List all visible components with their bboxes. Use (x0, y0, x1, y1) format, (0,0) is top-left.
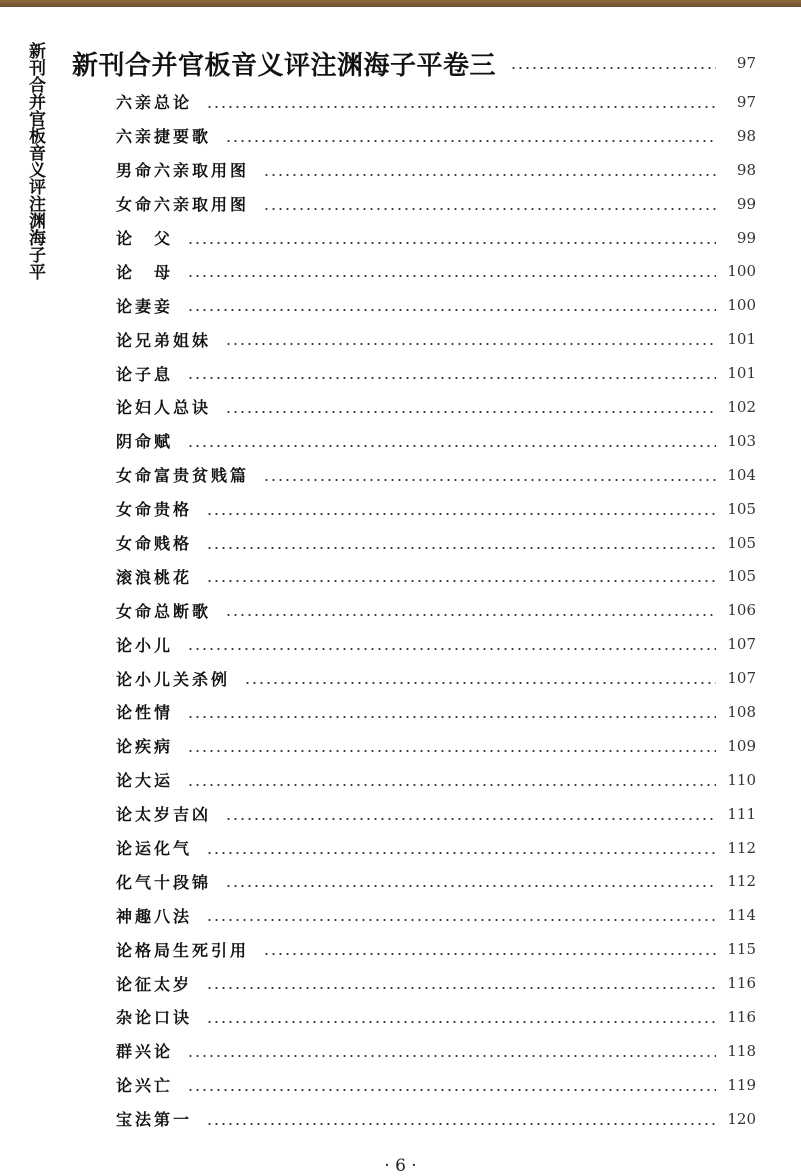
toc-entry-title: 论格局生死引用 (116, 940, 250, 960)
dot-leader (206, 580, 716, 582)
toc-entry-title: 女命富贵贫贱篇 (116, 466, 250, 486)
toc-entry[interactable] (116, 898, 756, 932)
toc-entry-title: 宝法第一 (116, 1110, 193, 1130)
toc-entry-title: 论妻妾 (116, 296, 174, 316)
dot-leader (187, 377, 716, 379)
toc-entry[interactable] (116, 221, 756, 255)
toc-entry[interactable] (116, 627, 756, 661)
toc-entry-page: 112 (727, 838, 756, 857)
toc-entry-page: 108 (727, 702, 756, 721)
toc-entry[interactable] (116, 254, 756, 288)
dot-leader (187, 784, 716, 786)
dot-leader (206, 106, 716, 108)
toc-entry[interactable] (116, 1102, 756, 1136)
toc-entry[interactable] (116, 593, 756, 627)
toc-entry[interactable] (116, 390, 756, 424)
dot-leader (206, 987, 716, 989)
toc-entry[interactable] (116, 424, 756, 458)
toc-entry[interactable] (116, 356, 756, 390)
dot-leader (225, 885, 716, 887)
toc-entry-page: 118 (727, 1041, 756, 1060)
toc-entry-page: 100 (727, 296, 756, 315)
toc-entry-page: 120 (727, 1109, 756, 1128)
toc-entry[interactable] (116, 458, 756, 492)
toc-entry-page: 106 (727, 601, 756, 620)
toc-entry-page: 102 (727, 397, 756, 416)
toc-entry-title: 男命六亲取用图 (116, 161, 250, 181)
volume-heading-title: 新刊合并官板音义评注渊海子平卷三 (72, 50, 497, 81)
toc-entry-page: 97 (736, 92, 756, 111)
toc-entry-title: 论征太岁 (116, 974, 193, 994)
toc-entry-title: 论兴亡 (116, 1076, 174, 1096)
toc-entry-page: 111 (727, 804, 756, 823)
dot-leader (206, 919, 716, 921)
toc-entry[interactable] (116, 322, 756, 356)
toc-entry-title: 论疾病 (116, 737, 174, 757)
toc-entry[interactable] (116, 288, 756, 322)
toc-entry[interactable] (116, 763, 756, 797)
toc-entry-page: 107 (727, 635, 756, 654)
toc-entry-title: 女命贱格 (116, 534, 193, 554)
toc-entry[interactable] (116, 119, 756, 153)
toc-entry-title: 女命贵格 (116, 500, 193, 520)
dot-leader (206, 513, 716, 515)
dot-leader (225, 614, 716, 616)
dot-leader (263, 174, 716, 176)
dot-leader (206, 547, 716, 549)
toc-entry[interactable] (116, 729, 756, 763)
dot-leader (206, 1123, 716, 1125)
toc-entry-title: 论 母 (116, 262, 174, 282)
toc-entry-title: 群兴论 (116, 1042, 174, 1062)
dot-leader (187, 1089, 716, 1091)
dot-leader (244, 682, 716, 684)
toc-entry-page: 110 (727, 770, 756, 789)
dot-leader (263, 479, 716, 481)
toc-entry-title: 女命六亲取用图 (116, 195, 250, 215)
toc-entry-title: 论性情 (116, 703, 174, 723)
toc-entry-page: 116 (727, 974, 756, 993)
toc-entry-title: 论子息 (116, 364, 174, 384)
toc-entry[interactable] (116, 492, 756, 526)
toc-entry-title: 论兄弟姐妹 (116, 330, 212, 350)
dot-leader (187, 242, 716, 244)
toc-entry-page: 101 (727, 364, 756, 383)
dot-leader (187, 648, 716, 650)
dot-leader (225, 343, 716, 345)
toc-entry-page: 100 (727, 262, 756, 281)
toc-entry[interactable] (116, 153, 756, 187)
toc-entry[interactable] (116, 864, 756, 898)
dot-leader (263, 208, 716, 210)
toc-entry-page: 99 (736, 194, 756, 213)
toc-entry-title: 六亲总论 (116, 93, 193, 113)
toc-entry[interactable] (116, 559, 756, 593)
toc-entry-title: 神趣八法 (116, 906, 193, 926)
toc-entry-title: 论小儿 (116, 635, 174, 655)
dot-leader (187, 309, 716, 311)
toc-entry-page: 98 (736, 160, 756, 179)
toc-entry[interactable] (116, 831, 756, 865)
dot-leader (225, 140, 716, 142)
toc-entry[interactable] (116, 1068, 756, 1102)
toc-entry[interactable] (116, 187, 756, 221)
dot-leader (263, 953, 716, 955)
toc-entry-page: 115 (727, 940, 756, 959)
toc-entry[interactable] (116, 932, 756, 966)
toc-entry[interactable] (116, 797, 756, 831)
toc-entry[interactable] (116, 1000, 756, 1034)
toc-entry-page: 104 (727, 465, 756, 484)
page-number-footer: · 6 · (384, 1156, 417, 1176)
toc-list (116, 85, 756, 1136)
toc-entry-title: 六亲捷要歌 (116, 127, 212, 147)
dot-leader (225, 411, 716, 413)
dot-leader (187, 445, 716, 447)
dot-leader (206, 1021, 716, 1023)
toc-entry-title: 滚浪桃花 (116, 567, 193, 587)
toc-entry-page: 103 (727, 431, 756, 450)
toc-entry-page: 119 (727, 1075, 756, 1094)
toc-entry-title: 论 父 (116, 229, 174, 248)
toc-entry-page: 114 (727, 906, 756, 925)
dot-leader (187, 275, 716, 277)
dot-leader (187, 716, 716, 718)
toc-entry-title: 女命总断歌 (116, 601, 212, 621)
toc-entry[interactable] (116, 661, 756, 695)
volume-heading-page: 97 (736, 54, 756, 72)
toc-entry[interactable] (116, 526, 756, 560)
dot-leader (510, 67, 716, 69)
toc-entry-page: 105 (727, 567, 756, 586)
toc-entry-title: 阴命赋 (116, 432, 174, 452)
toc-entry-title: 论大运 (116, 771, 174, 791)
dot-leader (225, 818, 716, 820)
toc-entry-page: 107 (727, 669, 756, 688)
toc-entry-page: 116 (727, 1007, 756, 1026)
toc-entry-page: 105 (727, 499, 756, 518)
dot-leader (187, 750, 716, 752)
top-border (0, 0, 801, 7)
toc-entry-page: 105 (727, 533, 756, 552)
toc-entry[interactable] (116, 966, 756, 1000)
toc-entry[interactable] (116, 85, 756, 119)
toc-entry-page: 99 (736, 228, 756, 247)
toc-entry-page: 109 (727, 736, 756, 755)
toc-entry-title: 化气十段锦 (116, 872, 212, 892)
toc-entry[interactable] (116, 695, 756, 729)
toc-entry-title: 论运化气 (116, 839, 193, 859)
toc-entry-title: 论太岁吉凶 (116, 805, 212, 825)
volume-heading[interactable] (72, 46, 756, 80)
toc-entry-title: 论妇人总诀 (116, 398, 212, 418)
dot-leader (206, 852, 716, 854)
toc-entry-page: 98 (736, 126, 756, 145)
toc-entry-title: 杂论口诀 (116, 1008, 193, 1028)
toc-entry-page: 101 (727, 330, 756, 349)
running-title: 新刊合并官板音义评注渊海子平 (25, 42, 45, 280)
dot-leader (187, 1055, 716, 1057)
toc-entry-title: 论小儿关杀例 (116, 669, 231, 689)
toc-entry-page: 112 (727, 872, 756, 891)
toc-entry[interactable] (116, 1034, 756, 1068)
